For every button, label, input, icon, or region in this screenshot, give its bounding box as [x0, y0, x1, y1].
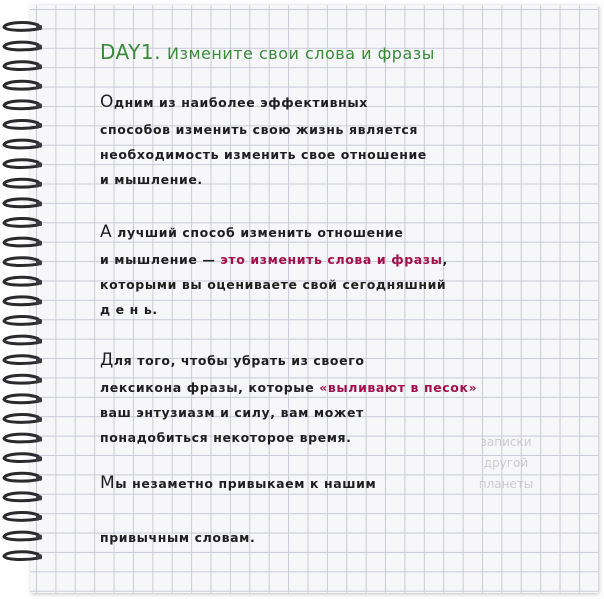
spiral-ring: [4, 375, 42, 383]
spiral-ring: [4, 473, 42, 481]
spiral-ring: [4, 552, 42, 560]
p3-line-2: лексикона фразы, которые «выливают в песок»: [100, 380, 478, 395]
spiral-ring: [4, 179, 42, 187]
spiral-ring: [4, 356, 42, 364]
spiral-ring: [4, 101, 42, 109]
title-text: Измените свои слова и фразы: [166, 44, 435, 63]
spiral-ring: [4, 238, 42, 246]
spiral-ring: [4, 317, 42, 325]
p1-line-1: Одним из наиболее эффективных: [100, 92, 368, 112]
spiral-ring: [4, 434, 42, 442]
spiral-ring: [4, 415, 42, 423]
spiral-ring: [4, 513, 42, 521]
p4-line-2: привычным словам.: [100, 530, 256, 545]
spiral-ring: [4, 219, 42, 227]
p1-line-3: необходимость изменить свое отношение: [100, 147, 427, 162]
p4-line-1: Мы незаметно привыкаем к нашим: [100, 473, 377, 493]
spiral-ring: [4, 532, 42, 540]
spiral-ring: [4, 454, 42, 462]
p2-line-3: которыми вы оцениваете свой сегодняшний: [100, 277, 447, 292]
day-label: DAY1.: [100, 40, 161, 64]
spiral-ring: [4, 297, 42, 305]
p3-line-3: ваш энтузиазм и силу, вам может: [100, 405, 364, 420]
p2-line-1: А лучший способ изменить отношение: [100, 222, 404, 242]
p1-line-4: и мышление.: [100, 172, 203, 187]
p2-line-4: д е н ь.: [100, 302, 158, 317]
p3-line-4: понадобиться некоторое время.: [100, 430, 352, 445]
spiral-ring: [4, 121, 42, 129]
spiral-binding: [0, 0, 46, 599]
p2-line-2: и мышление — это изменить слова и фразы,: [100, 252, 448, 267]
spiral-ring: [4, 140, 42, 148]
spiral-ring: [4, 258, 42, 266]
spiral-ring: [4, 62, 42, 70]
spiral-ring: [4, 395, 42, 403]
p1-line-2: способов изменить свою жизнь является: [100, 122, 419, 137]
spiral-ring: [4, 336, 42, 344]
highlight-quote: «выливают в песок»: [319, 380, 478, 395]
spiral-ring: [4, 23, 42, 31]
spiral-ring: [4, 493, 42, 501]
watermark: записки другой планеты: [478, 435, 534, 491]
spiral-ring: [4, 42, 42, 50]
p3-line-1: Для того, чтобы убрать из своего: [100, 350, 365, 370]
spiral-ring: [4, 199, 42, 207]
highlight-phrase: это изменить слова и фразы: [220, 252, 443, 267]
spiral-ring: [4, 277, 42, 285]
spiral-ring: [4, 160, 42, 168]
page-title: [100, 40, 435, 64]
spiral-ring: [4, 81, 42, 89]
